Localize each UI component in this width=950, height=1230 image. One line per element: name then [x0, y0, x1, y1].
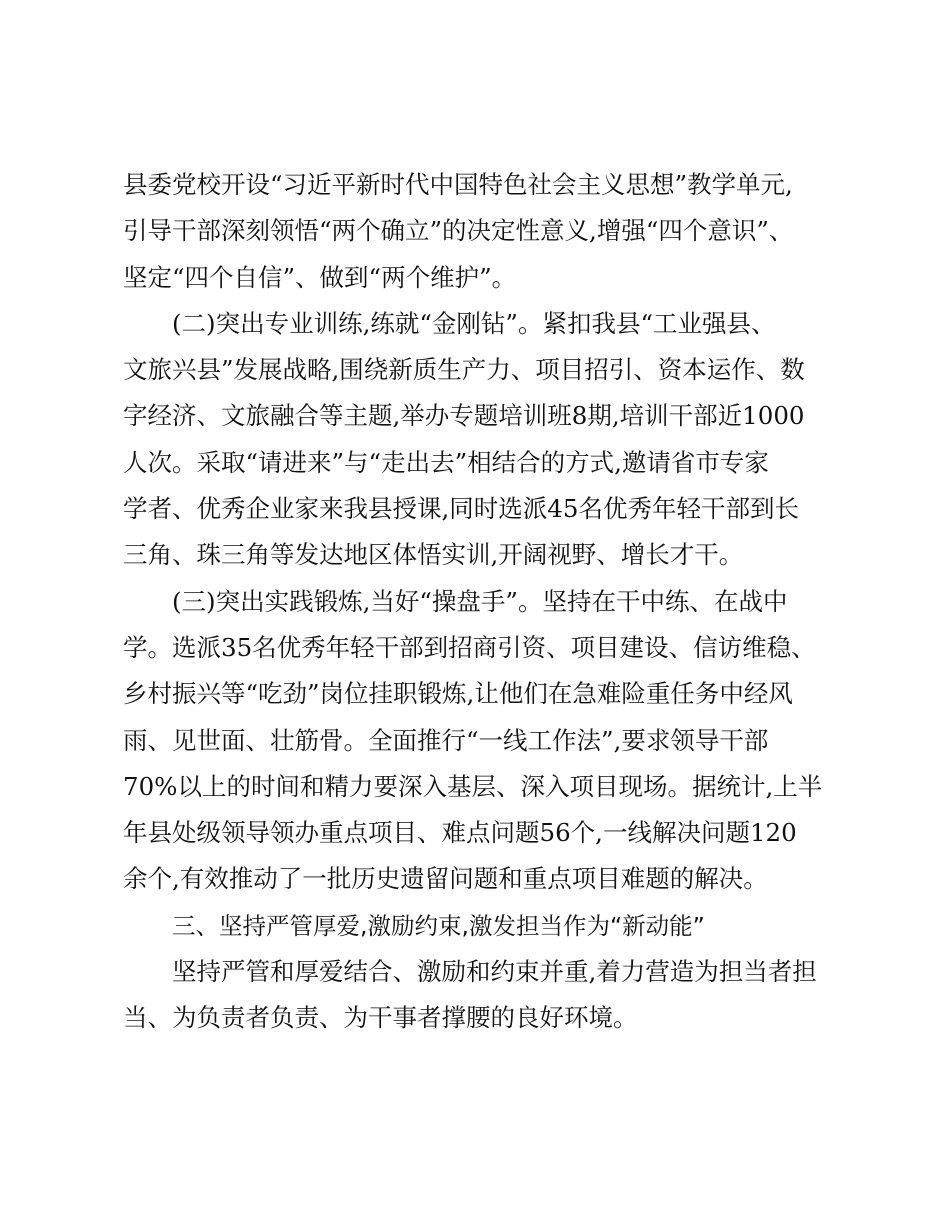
body-line-18: 坚持严管和厚爱结合、激励和约束并重,着力营造为担当者担	[172, 957, 817, 987]
body-line-13: 雨、见世面、壮筋骨。全面推行“一线工作法”,要求领导干部	[123, 725, 769, 755]
body-line-9: 三角、珠三角等发达地区体悟实训,开阔视野、增长才干。	[123, 540, 744, 570]
document-body	[123, 162, 843, 1042]
body-line-12: 乡村振兴等“吃劲”岗位挂职锻炼,让他们在急难险重任务中经风	[123, 679, 793, 709]
body-line-4: (二)突出专业训练,练就“金刚钻”。紧扣我县“工业强县、	[172, 308, 776, 338]
body-line-3: 坚定“四个自信”、做到“两个维护”。	[123, 262, 517, 292]
body-line-7: 人次。采取“请进来”与“走出去”相结合的方式,邀请省市专家	[123, 447, 769, 477]
body-line-16: 余个,有效推动了一批历史遗留问题和重点项目难题的解决。	[123, 864, 768, 894]
body-line-5: 文旅兴县”发展战略,围绕新质生产力、项目招引、资本运作、数	[123, 355, 805, 385]
body-line-14: 70%以上的时间和精力要深入基层、深入项目现场。据统计,上半	[123, 771, 823, 801]
body-line-2: 引导干部深刻领悟“两个确立”的决定性意义,增强“四个意识”、	[123, 216, 794, 246]
body-line-6: 字经济、文旅融合等主题,举办专题培训班8期,培训干部近1000	[123, 401, 805, 431]
section-heading: 三、坚持严管厚爱,激励约束,激发担当作为“新动能”	[172, 911, 705, 940]
body-line-10: (三)突出实践锻炼,当好“操盘手”。坚持在干中练、在战中	[172, 586, 788, 616]
body-line-15: 年县处级领导领办重点项目、难点问题56个,一线解决问题120	[123, 818, 797, 848]
body-line-11: 学。选派35名优秀年轻干部到招商引资、项目建设、信访维稳、	[123, 632, 816, 662]
body-line-8: 学者、优秀企业家来我县授课,同时选派45名优秀年轻干部到长	[123, 494, 799, 524]
body-line-1: 县委党校开设“习近平新时代中国特色社会主义思想”教学单元,	[123, 170, 793, 199]
body-line-19: 当、为负责者负责、为干事者撑腰的良好环境。	[123, 1003, 638, 1033]
